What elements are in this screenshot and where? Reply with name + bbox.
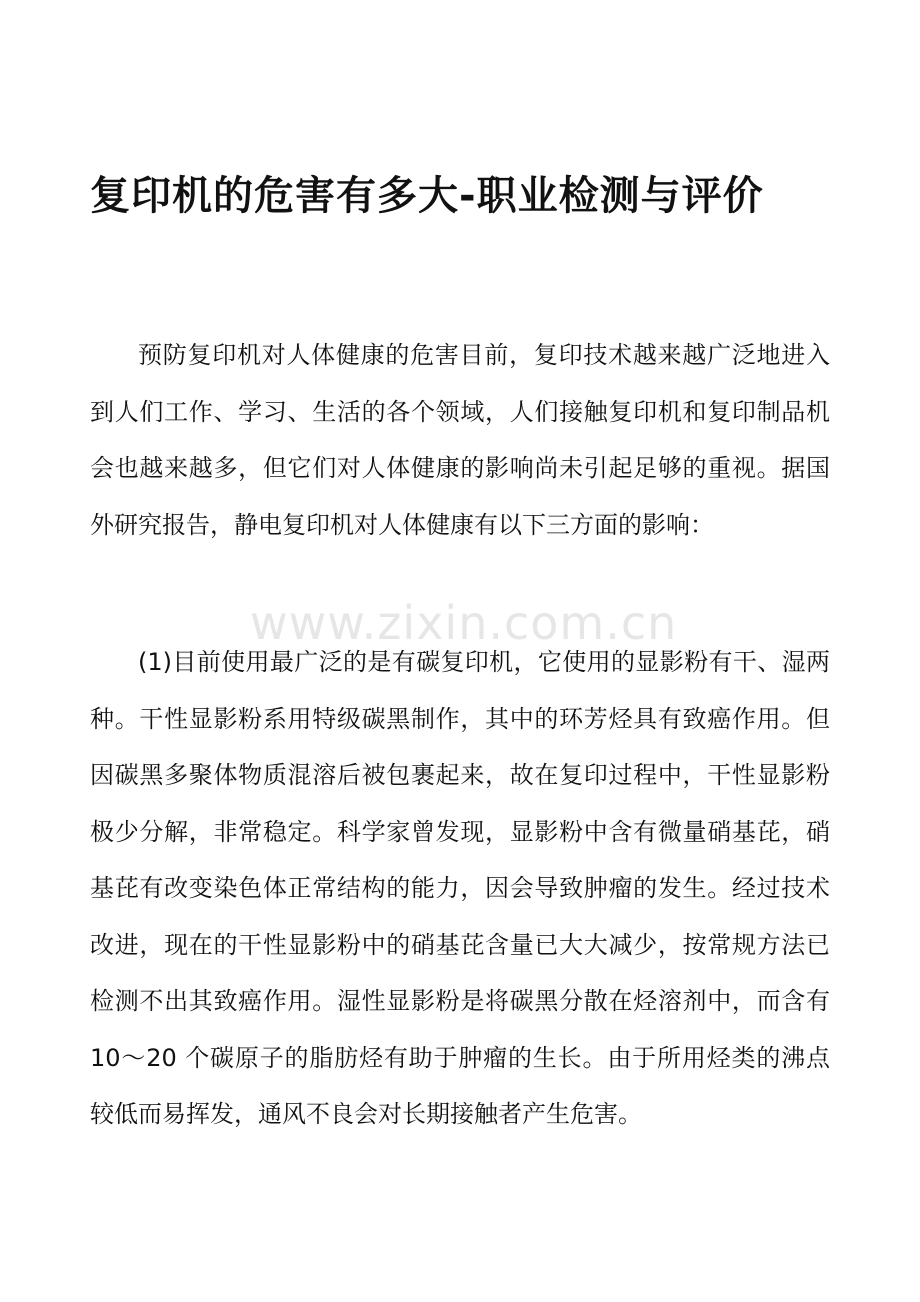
watermark-text: www.zixin.com.cn (250, 596, 678, 650)
document-title: 复印机的危害有多大-职业检测与评价 (90, 173, 764, 219)
paragraph-intro: 预防复印机对人体健康的危害目前，复印技术越来越广泛地进入到人们工作、学习、生活的各个领域，人们接触复印机和复印制品机会也越来越多，但它们对人体健康的影响尚未引起足够的重视。据国外研究报告，静电复印机对人体健康有以下三方面的影响： (90, 341, 830, 539)
paragraph-point-1: (1)目前使用最广泛的是有碳复印机，它使用的显影粉有干、湿两种。干性显影粉系用特级碳黑制作，其中的环芳烃具有致癌作用。但因碳黑多聚体物质混溶后被包裹起来，故在复印过程中，干性显影粉极少分解，非常稳定。科学家曾发现，显影粉中含有微量硝基芘，硝基芘有改变染色体正常结构的能力，因会导致肿瘤的发生。经过技术改进，现在的干性显影粉中的硝基芘含量已大大减少，按常规方法已检测不出其致癌作用。湿性显影粉是将碳黑分散在烃溶剂中，而含有 10～20 个碳原子的脂肪烃有助于肿瘤的生长。由于所用烃类的沸点较低而易挥发，通风不良会对长期接触者产生危害。 (90, 648, 830, 1128)
